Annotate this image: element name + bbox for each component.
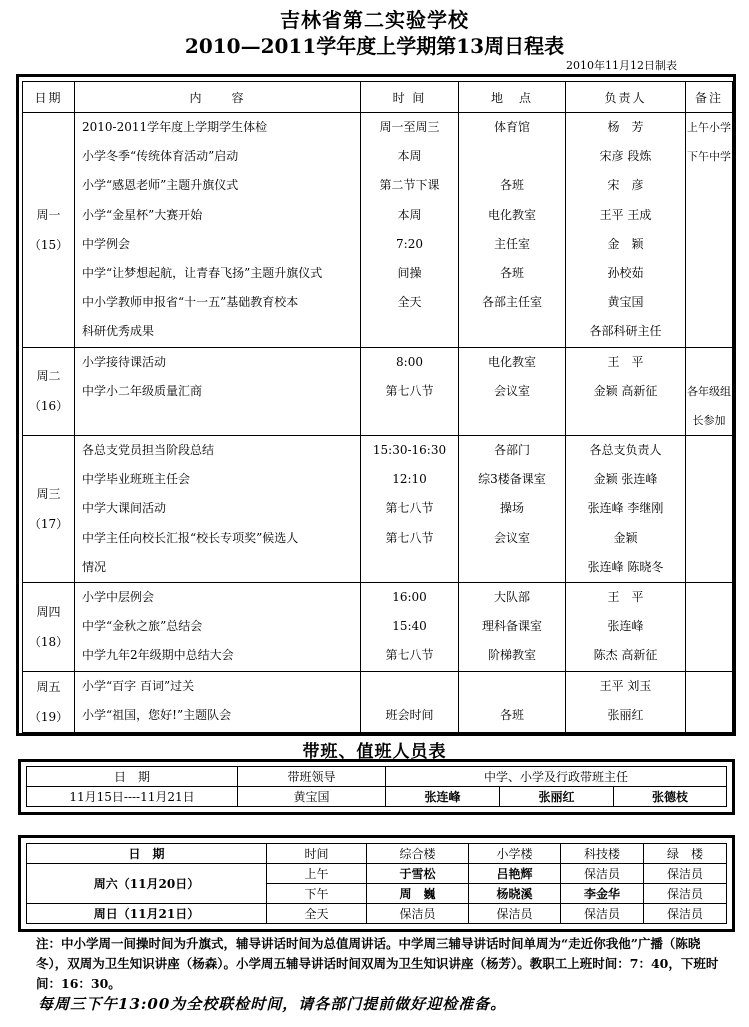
time-line: 8:00	[396, 354, 423, 369]
place-line: 各班	[499, 178, 524, 193]
day-row	[23, 113, 733, 348]
day-number: （17）	[28, 517, 69, 532]
time-line	[361, 406, 458, 435]
clean-cell: 吕艳辉	[469, 864, 561, 884]
place-line: 电化教室	[487, 354, 536, 369]
place-line: 各部门	[493, 443, 530, 458]
content-line: 情况	[82, 559, 107, 574]
clean-date-saturday: 周六（11月20日）	[27, 864, 267, 904]
clean-cell: 保洁员	[367, 904, 469, 924]
clean-header-time: 时间	[267, 844, 367, 864]
made-date: 2010年11月12日制表	[566, 59, 677, 72]
time-line: 本周	[397, 207, 422, 222]
clean-row-sun	[27, 904, 727, 924]
content-line: 小学“金星杯”大赛开始	[82, 207, 203, 222]
day-cell	[23, 583, 75, 672]
content-line: 各总支党员担当阶段总结	[82, 443, 215, 458]
time-line: 15:30-16:30	[372, 443, 447, 458]
duty-leader: 黄宝国	[238, 787, 386, 807]
place-line: 操场	[499, 501, 524, 516]
content-cell	[75, 436, 361, 583]
day-number: （15）	[28, 237, 69, 252]
person-line: 张连峰	[607, 619, 644, 634]
clean-cell: 保洁员	[644, 884, 727, 904]
place-line	[459, 142, 565, 171]
content-line: 小学中层例会	[82, 590, 155, 604]
person-line: 王 平	[607, 590, 644, 604]
place-line: 体育馆	[493, 120, 530, 134]
duty-header-teachers: 中学、小学及行政带班主任	[386, 767, 727, 787]
content-cell	[75, 671, 361, 732]
time-line	[361, 672, 458, 701]
content-line: 小学冬季“传统体育活动”启动	[82, 149, 239, 164]
note-line	[686, 553, 732, 582]
place-line: 各班	[499, 707, 524, 722]
time-line: 第七八节	[385, 648, 434, 663]
clean-cell: 保洁员	[469, 904, 561, 924]
time-line: 7:20	[396, 236, 423, 251]
weekend-duty-table	[26, 843, 727, 924]
weekly-schedule-table	[22, 81, 733, 733]
note-cell	[686, 583, 733, 672]
time-cell	[361, 113, 459, 348]
note-cell	[686, 347, 733, 436]
schedule-header-row	[23, 82, 733, 113]
person-line: 王平 刘玉	[599, 678, 652, 693]
note-line	[686, 436, 732, 465]
note-line	[686, 465, 732, 494]
content-line: 小学“百字 百词”过关	[82, 678, 195, 693]
content-line: 中学主任向校长汇报“校长专项奖”候选人	[82, 530, 299, 545]
clean-cell: 杨晓溪	[469, 884, 561, 904]
content-cell	[75, 347, 361, 436]
content-line: 中学例会	[82, 236, 131, 251]
time-cell	[361, 347, 459, 436]
time-line	[361, 317, 458, 346]
clean-header-building: 小学楼	[469, 844, 561, 864]
content-line: 小学“祖国，您好!”主题队会	[82, 707, 232, 722]
person-line: 金颖 张连峰	[593, 472, 658, 487]
day-number: （16）	[28, 399, 69, 414]
note-line	[686, 672, 732, 701]
person-line: 王平 王成	[599, 207, 652, 222]
header-place: 地 点	[459, 82, 566, 113]
time-cell	[361, 436, 459, 583]
day-row	[23, 347, 733, 436]
day-cell	[23, 347, 75, 436]
note-line	[686, 317, 732, 346]
duty-title: 带班、值班人员表	[302, 742, 447, 762]
note-line	[686, 230, 732, 259]
note-line	[686, 288, 732, 317]
time-line: 第二节下课	[379, 178, 440, 193]
clean-cell: 周 巍	[367, 884, 469, 904]
time-line: 本周	[397, 149, 422, 164]
person-line: 陈杰 高新征	[593, 648, 658, 663]
person-line	[566, 406, 685, 435]
day-name: 周一	[36, 207, 61, 222]
duty-teacher: 张德枝	[614, 787, 727, 807]
duty-header-leader: 带班领导	[238, 767, 386, 787]
clean-cell: 保洁员	[644, 904, 727, 924]
place-line: 主任室	[493, 236, 530, 251]
time-line: 第七八节	[385, 530, 434, 545]
day-row	[23, 436, 733, 583]
person-cell	[566, 436, 686, 583]
person-line: 张丽红	[607, 707, 644, 722]
content-line: 中学大课间活动	[82, 501, 167, 516]
place-cell	[459, 583, 566, 672]
person-line: 张连峰 李继刚	[587, 501, 664, 516]
note-line	[686, 612, 732, 641]
place-line	[459, 406, 565, 435]
schedule-title: 2010—2011学年度上学期第13周日程表	[184, 34, 565, 58]
time-line: 第七八节	[385, 501, 434, 516]
clean-cell: 保洁员	[561, 864, 644, 884]
place-line	[459, 672, 565, 701]
time-line: 16:00	[392, 590, 427, 604]
time-cell	[361, 583, 459, 672]
place-line: 各部主任室	[481, 295, 542, 310]
clean-date-sunday: 周日（11月21日）	[27, 904, 267, 924]
note-cell	[686, 671, 733, 732]
content-line	[75, 406, 360, 435]
content-cell	[75, 583, 361, 672]
day-row	[23, 671, 733, 732]
person-line: 宋 彦	[607, 178, 644, 193]
note-line	[686, 524, 732, 553]
content-line: 科研优秀成果	[82, 324, 155, 339]
header-person: 负责人	[566, 82, 686, 113]
person-cell	[566, 671, 686, 732]
content-line: 2010-2011学年度上学期学生体检	[82, 120, 268, 134]
time-line: 15:40	[392, 619, 427, 634]
content-line: 小学“感恩老师”主题升旗仪式	[82, 178, 239, 193]
note-line	[686, 171, 732, 200]
duty-row	[27, 787, 727, 807]
person-line: 张连峰 陈晓冬	[587, 559, 664, 574]
time-line: 周一至周三	[379, 120, 440, 134]
school-title: 吉林省第二实验学校	[280, 8, 469, 32]
footnote: 注：中小学周一间操时间为升旗式，辅导讲话时间为总值周讲话。中学周三辅导讲话时间单周为“走近你我他”广播（陈晓冬），双周为卫生知识讲座（杨森）。小学周五辅导讲话时间双周为卫生知识讲座（杨芳）。教职工上班时间：7：40，下班时间：16：30。	[36, 936, 719, 991]
clean-header-building: 综合楼	[367, 844, 469, 864]
time-line: 第七八节	[385, 383, 434, 398]
clean-header-date: 日 期	[27, 844, 267, 864]
clean-header-building: 绿 楼	[644, 844, 727, 864]
place-cell	[459, 347, 566, 436]
person-line: 杨 芳	[607, 120, 644, 134]
clean-time: 下午	[267, 884, 367, 904]
note-line: 上午小学	[687, 121, 731, 134]
day-number: （19）	[28, 709, 69, 724]
day-cell	[23, 671, 75, 732]
duty-date: 11月15日----11月21日	[27, 787, 238, 807]
place-cell	[459, 436, 566, 583]
day-name: 周四	[36, 604, 61, 619]
duty-header-date: 日 期	[27, 767, 238, 787]
header-date: 日期	[23, 82, 75, 113]
note-line	[686, 494, 732, 523]
clean-cell: 保洁员	[561, 904, 644, 924]
content-cell	[75, 113, 361, 348]
note-line	[686, 201, 732, 230]
duty-teacher: 张丽红	[500, 787, 614, 807]
content-line: 中学小二年级质量汇商	[82, 383, 203, 398]
day-cell	[23, 436, 75, 583]
person-line: 金 颖	[607, 236, 644, 251]
place-line: 会议室	[493, 383, 530, 398]
note-line: 下午中学	[687, 150, 731, 164]
person-line: 宋彦 段炼	[599, 149, 652, 164]
content-line: 中小学教师申报省“十一五”基础教育校本	[82, 295, 299, 310]
content-line: 小学接待课活动	[82, 354, 167, 369]
clean-cell: 于雪松	[367, 864, 469, 884]
note-line	[686, 701, 732, 730]
inspection-note: 每周三下午13:00为全校联检时间，请各部门提前做好迎检准备。	[38, 995, 507, 1013]
note-line	[686, 583, 732, 612]
day-row	[23, 583, 733, 672]
note-line	[686, 348, 732, 377]
place-line: 综3楼备课室	[478, 472, 546, 487]
clean-header-row	[27, 844, 727, 864]
place-line: 理科备课室	[481, 619, 542, 634]
person-line: 孙校茹	[607, 265, 644, 280]
note-line	[686, 641, 732, 670]
time-line: 班会时间	[385, 707, 434, 722]
time-line	[361, 553, 458, 582]
duty-header-row	[27, 767, 727, 787]
note-cell	[686, 436, 733, 583]
place-line: 大队部	[493, 590, 530, 604]
content-line: 中学毕业班班主任会	[82, 472, 191, 487]
place-line: 会议室	[493, 530, 530, 545]
duty-teacher: 张连峰	[386, 787, 500, 807]
person-line: 各部科研主任	[589, 324, 662, 339]
note-line: 长参加	[692, 413, 726, 427]
clean-time: 全天	[267, 904, 367, 924]
header-time: 时 间	[361, 82, 459, 113]
content-line: 中学九年2年级期中总结大会	[82, 648, 234, 663]
day-cell	[23, 113, 75, 348]
clean-cell: 保洁员	[644, 864, 727, 884]
note-cell	[686, 113, 733, 348]
person-line: 黄宝国	[607, 295, 644, 310]
content-line: 中学“让梦想起航，让青春飞扬”主题升旗仪式	[82, 265, 323, 280]
person-cell	[566, 347, 686, 436]
person-line: 各总支负责人	[589, 443, 662, 458]
person-cell	[566, 113, 686, 348]
duty-table	[26, 766, 727, 807]
person-cell	[566, 583, 686, 672]
place-line: 各班	[499, 265, 524, 280]
day-name: 周三	[36, 487, 61, 502]
content-line: 中学“金秋之旅”总结会	[82, 619, 203, 634]
place-line	[459, 553, 565, 582]
clean-row-sat-am	[27, 864, 727, 884]
place-line	[459, 317, 565, 346]
time-line: 全天	[397, 295, 422, 310]
place-cell	[459, 113, 566, 348]
person-line: 金颖 高新征	[593, 383, 658, 398]
time-line: 12:10	[392, 472, 427, 487]
place-line: 阶梯教室	[487, 648, 536, 663]
time-line: 间操	[397, 265, 422, 280]
place-line: 电化教室	[487, 207, 536, 222]
day-name: 周五	[36, 679, 61, 694]
person-line: 金颖	[613, 530, 638, 545]
clean-time: 上午	[267, 864, 367, 884]
header-note: 备注	[686, 82, 733, 113]
note-line: 各年级组	[687, 384, 731, 398]
time-cell	[361, 671, 459, 732]
clean-cell: 李金华	[561, 884, 644, 904]
person-line: 王 平	[607, 354, 644, 369]
clean-header-building: 科技楼	[561, 844, 644, 864]
place-cell	[459, 671, 566, 732]
header-content: 内 容	[75, 82, 361, 113]
day-number: （18）	[28, 634, 69, 649]
day-name: 周二	[36, 369, 61, 384]
note-line	[686, 259, 732, 288]
